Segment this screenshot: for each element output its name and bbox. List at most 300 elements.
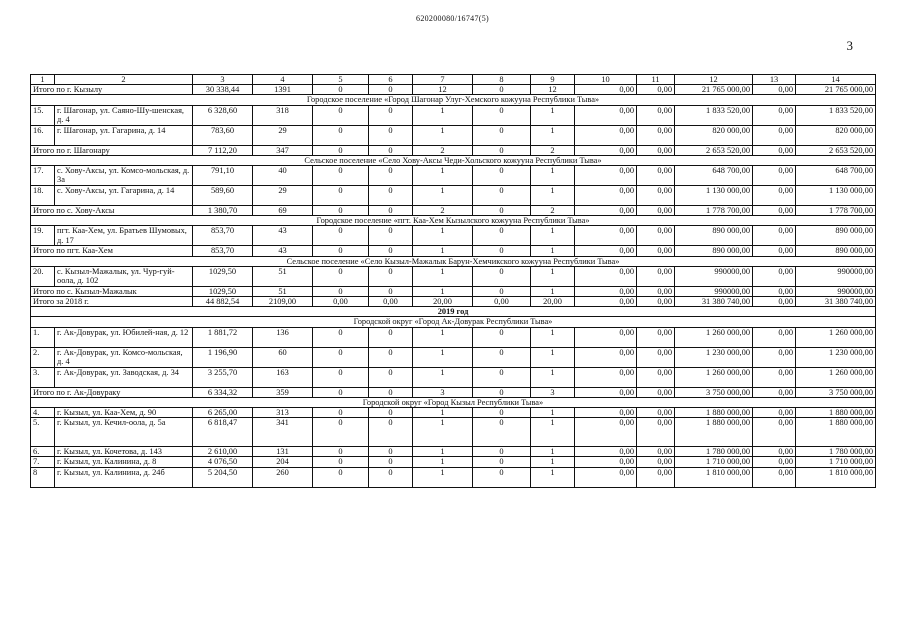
row-number: 4. — [31, 408, 55, 418]
table-cell: 0,00 — [753, 367, 796, 387]
table-cell: 1 — [413, 166, 473, 186]
table-cell: 0,00 — [753, 387, 796, 397]
table-cell: 136 — [253, 327, 313, 347]
table-cell: 3 255,70 — [193, 367, 253, 387]
table-cell: 1 880 000,00 — [675, 408, 753, 418]
table-cell: 0 — [473, 145, 531, 155]
table-cell: 1 230 000,00 — [796, 347, 876, 367]
table-cell: 359 — [253, 387, 313, 397]
table-cell: 0 — [369, 246, 413, 256]
table-cell: 2 — [531, 206, 575, 216]
table-row — [31, 467, 876, 487]
row-number: 18. — [31, 186, 55, 206]
table-cell: 0,00 — [637, 418, 675, 447]
table-cell: 990000,00 — [675, 286, 753, 296]
table-cell: 2 — [531, 145, 575, 155]
table-cell: 0,00 — [575, 457, 637, 467]
total-row — [31, 387, 876, 397]
table-cell: 12 — [531, 85, 575, 95]
table-cell: 0,00 — [753, 418, 796, 447]
table-cell: 0,00 — [637, 206, 675, 216]
table-cell: 12 — [413, 85, 473, 95]
table-cell: 0,00 — [753, 467, 796, 487]
total-label: Итого за 2018 г. — [31, 297, 193, 307]
table-cell: 0,00 — [637, 105, 675, 125]
total-row — [31, 286, 876, 296]
table-cell: 1 — [413, 367, 473, 387]
table-cell: 0 — [369, 327, 413, 347]
table-cell: 20,00 — [531, 297, 575, 307]
table-cell: 1 880 000,00 — [675, 418, 753, 447]
table-cell: 0 — [313, 166, 369, 186]
table-cell: 648 700,00 — [675, 166, 753, 186]
table-cell: 29 — [253, 186, 313, 206]
table-cell: 0 — [313, 206, 369, 216]
table-cell: 0,00 — [753, 327, 796, 347]
section-row — [31, 216, 876, 226]
table-cell: 1 — [531, 347, 575, 367]
table-cell: 21 765 000,00 — [796, 85, 876, 95]
table-cell: 1 881,72 — [193, 327, 253, 347]
table-cell: 0,00 — [575, 447, 637, 457]
table-cell: 1 230 000,00 — [675, 347, 753, 367]
address-cell: г. Кызыл, ул. Каа-Хем, д. 90 — [55, 408, 193, 418]
table-cell: 0 — [473, 125, 531, 145]
table-row — [31, 347, 876, 367]
table-cell: 6 334,32 — [193, 387, 253, 397]
table-cell: 0,00 — [753, 286, 796, 296]
table-cell: 1 — [531, 367, 575, 387]
table-cell: 1 780 000,00 — [675, 447, 753, 457]
table-cell: 0,00 — [637, 85, 675, 95]
table-cell: 0 — [473, 166, 531, 186]
table-cell: 0,00 — [753, 85, 796, 95]
table-cell: 0,00 — [473, 297, 531, 307]
table-cell: 0 — [313, 246, 369, 256]
column-header: 14 — [796, 75, 876, 85]
total-label: Итого по с. Кызыл-Мажалык — [31, 286, 193, 296]
table-cell: 0 — [313, 467, 369, 487]
table-cell: 6 818,47 — [193, 418, 253, 447]
table-cell: 1 — [413, 347, 473, 367]
table-cell: 0,00 — [637, 186, 675, 206]
table-cell: 1 810 000,00 — [796, 467, 876, 487]
column-header: 3 — [193, 75, 253, 85]
table-cell: 0 — [313, 447, 369, 457]
table-cell: 44 882,54 — [193, 297, 253, 307]
table-cell: 0,00 — [753, 226, 796, 246]
table-cell: 1391 — [253, 85, 313, 95]
table-cell: 1 — [531, 186, 575, 206]
table-cell: 1 810 000,00 — [675, 467, 753, 487]
section-heading: Городское поселение «пгт. Каа-Хем Кызылского кожууна Республики Тыва» — [31, 216, 876, 226]
year-row — [31, 307, 876, 317]
year-heading: 2019 год — [31, 307, 876, 317]
address-cell: г. Кызыл, ул. Кечил-оола, д. 5а — [55, 418, 193, 447]
table-cell: 1 130 000,00 — [675, 186, 753, 206]
table-cell: 1 130 000,00 — [796, 186, 876, 206]
table-cell: 40 — [253, 166, 313, 186]
table-cell: 0,00 — [575, 418, 637, 447]
table-cell: 29 — [253, 125, 313, 145]
table-cell: 1 260 000,00 — [675, 327, 753, 347]
table-cell: 1 833 520,00 — [796, 105, 876, 125]
table-cell: 2 653 520,00 — [796, 145, 876, 155]
table-cell: 31 380 740,00 — [796, 297, 876, 307]
table-cell: 0 — [473, 327, 531, 347]
table-cell: 0 — [313, 457, 369, 467]
table-cell: 0 — [473, 206, 531, 216]
table-cell: 1 — [531, 457, 575, 467]
table-cell: 2 653 520,00 — [675, 145, 753, 155]
section-row — [31, 317, 876, 327]
table-cell: 890 000,00 — [796, 246, 876, 256]
table-cell: 318 — [253, 105, 313, 125]
total-row — [31, 206, 876, 216]
table-cell: 0 — [473, 186, 531, 206]
table-cell: 341 — [253, 418, 313, 447]
table-cell: 51 — [253, 286, 313, 296]
table-cell: 791,10 — [193, 166, 253, 186]
table-cell: 0 — [313, 266, 369, 286]
table-cell: 0,00 — [637, 367, 675, 387]
table-cell: 0,00 — [575, 408, 637, 418]
table-cell: 0 — [369, 418, 413, 447]
table-cell: 0 — [369, 186, 413, 206]
table-cell: 890 000,00 — [796, 226, 876, 246]
table-cell: 0,00 — [637, 266, 675, 286]
table-cell: 0,00 — [637, 447, 675, 457]
table-cell: 0,00 — [575, 125, 637, 145]
total-row — [31, 246, 876, 256]
table-cell: 0,00 — [575, 85, 637, 95]
table-cell: 31 380 740,00 — [675, 297, 753, 307]
table-cell: 0,00 — [575, 387, 637, 397]
table-cell: 7 112,20 — [193, 145, 253, 155]
table-cell: 5 204,50 — [193, 467, 253, 487]
table-row — [31, 125, 876, 145]
table-cell: 820 000,00 — [675, 125, 753, 145]
document-id: 620200080/16747(5) — [416, 14, 489, 23]
total-label: Итого по г. Кызылу — [31, 85, 193, 95]
table-cell: 0 — [313, 367, 369, 387]
table-cell: 0,00 — [753, 145, 796, 155]
table-cell: 0 — [313, 85, 369, 95]
table-cell: 3 — [413, 387, 473, 397]
table-cell: 0 — [473, 266, 531, 286]
table-cell: 0 — [313, 286, 369, 296]
row-number: 7. — [31, 457, 55, 467]
table-cell: 0,00 — [575, 105, 637, 125]
table-cell: 0 — [473, 387, 531, 397]
table-cell: 0,00 — [575, 166, 637, 186]
table-cell: 0 — [369, 226, 413, 246]
table-cell: 0 — [369, 266, 413, 286]
table-cell: 0 — [313, 327, 369, 347]
table-cell: 0 — [313, 145, 369, 155]
table-cell: 2 610,00 — [193, 447, 253, 457]
row-number: 19. — [31, 226, 55, 246]
total-label: Итого по г. Ак-Довураку — [31, 387, 193, 397]
table-row — [31, 418, 876, 447]
total-row — [31, 145, 876, 155]
table-cell: 1 — [413, 447, 473, 457]
table-cell: 1 — [413, 408, 473, 418]
table-cell: 0,00 — [575, 347, 637, 367]
table-cell: 0,00 — [637, 145, 675, 155]
table-cell: 1 260 000,00 — [796, 327, 876, 347]
section-heading: Городское поселение «Город Шагонар Улуг-Хемского кожууна Республики Тыва» — [31, 95, 876, 105]
table-cell: 1 710 000,00 — [675, 457, 753, 467]
table-cell: 0,00 — [369, 297, 413, 307]
table-cell: 3 — [531, 387, 575, 397]
row-number: 5. — [31, 418, 55, 447]
table-cell: 0,00 — [753, 347, 796, 367]
table-cell: 0,00 — [575, 186, 637, 206]
table-cell: 890 000,00 — [675, 226, 753, 246]
page-number: 3 — [846, 38, 853, 53]
table-cell: 890 000,00 — [675, 246, 753, 256]
address-cell: г. Кызыл, ул. Кочетова, д. 143 — [55, 447, 193, 457]
table-cell: 1 — [531, 327, 575, 347]
table-cell: 0,00 — [637, 166, 675, 186]
table-cell: 0,00 — [637, 347, 675, 367]
table-cell: 0,00 — [753, 125, 796, 145]
table-cell: 1 — [413, 125, 473, 145]
column-header: 12 — [675, 75, 753, 85]
table-cell: 0 — [369, 206, 413, 216]
row-number: 6. — [31, 447, 55, 457]
table-cell: 0 — [473, 467, 531, 487]
table-cell: 1 — [531, 166, 575, 186]
table-cell: 1 — [413, 186, 473, 206]
table-cell: 0 — [369, 125, 413, 145]
table-cell: 0,00 — [753, 186, 796, 206]
table-cell: 1 380,70 — [193, 206, 253, 216]
table-cell: 0 — [369, 286, 413, 296]
table-cell: 1 — [413, 457, 473, 467]
table-cell: 1 — [413, 105, 473, 125]
table-cell: 990000,00 — [796, 286, 876, 296]
table-cell: 0,00 — [753, 105, 796, 125]
table-cell: 0 — [313, 408, 369, 418]
address-cell: г. Шагонар, ул. Саяно-Шу-шенская, д. 4 — [55, 105, 193, 125]
address-cell: с. Кызыл-Мажалык, ул. Чур-гуй-оола, д. 102 — [55, 266, 193, 286]
table-cell: 0,00 — [575, 246, 637, 256]
table-cell: 0,00 — [313, 297, 369, 307]
table-cell: 1 — [413, 266, 473, 286]
table-cell: 0,00 — [637, 387, 675, 397]
table-cell: 0,00 — [575, 467, 637, 487]
table-cell: 1 — [413, 246, 473, 256]
section-row — [31, 256, 876, 266]
table-cell: 853,70 — [193, 226, 253, 246]
column-header: 13 — [753, 75, 796, 85]
table-cell: 1 — [531, 125, 575, 145]
table-cell: 6 265,00 — [193, 408, 253, 418]
row-number: 8 — [31, 467, 55, 487]
table-cell: 0,00 — [753, 166, 796, 186]
table-cell: 347 — [253, 145, 313, 155]
table-cell: 0 — [369, 467, 413, 487]
table-cell: 51 — [253, 266, 313, 286]
table-cell: 0,00 — [575, 145, 637, 155]
table-cell: 783,60 — [193, 125, 253, 145]
address-cell: г. Кызыл, ул. Калинина, д. 24б — [55, 467, 193, 487]
table-cell: 0 — [473, 457, 531, 467]
table-cell: 30 338,44 — [193, 85, 253, 95]
table-row — [31, 105, 876, 125]
table-row — [31, 447, 876, 457]
table-cell: 0,00 — [637, 226, 675, 246]
column-header: 7 — [413, 75, 473, 85]
header-row — [31, 75, 876, 85]
column-header: 2 — [55, 75, 193, 85]
address-cell: с. Хову-Аксы, ул. Комсо-мольская, д. 3а — [55, 166, 193, 186]
table-cell: 1 — [413, 418, 473, 447]
column-header: 1 — [31, 75, 55, 85]
table-cell: 2 — [413, 145, 473, 155]
table-cell: 0 — [313, 418, 369, 447]
table-cell: 990000,00 — [796, 266, 876, 286]
table-cell: 69 — [253, 206, 313, 216]
table-cell: 1 — [531, 266, 575, 286]
address-cell: г. Ак-Довурак, ул. Комсо-мольская, д. 4 — [55, 347, 193, 367]
column-header: 9 — [531, 75, 575, 85]
section-heading: Сельское поселение «Село Хову-Аксы Чеди-Хольского кожууна Республики Тыва» — [31, 155, 876, 165]
table-cell: 1029,50 — [193, 266, 253, 286]
table-cell: 0 — [473, 347, 531, 367]
table-cell: 0,00 — [637, 408, 675, 418]
column-header: 8 — [473, 75, 531, 85]
table-cell: 1 880 000,00 — [796, 418, 876, 447]
table-cell: 1 780 000,00 — [796, 447, 876, 457]
address-cell: г. Шагонар, ул. Гагарина, д. 14 — [55, 125, 193, 145]
table-cell: 0 — [369, 347, 413, 367]
table-cell: 0,00 — [637, 297, 675, 307]
table-cell: 0,00 — [753, 266, 796, 286]
total-label: Итого по г. Шагонару — [31, 145, 193, 155]
address-cell: г. Ак-Довурак, ул. Заводская, д. 34 — [55, 367, 193, 387]
table-cell: 260 — [253, 467, 313, 487]
section-row — [31, 155, 876, 165]
address-cell: пгт. Каа-Хем, ул. Братьев Шумовых, д. 17 — [55, 226, 193, 246]
table-row — [31, 408, 876, 418]
table-cell: 0,00 — [637, 467, 675, 487]
table-cell: 648 700,00 — [796, 166, 876, 186]
table-cell: 990000,00 — [675, 266, 753, 286]
table-cell: 131 — [253, 447, 313, 457]
table-cell: 0 — [473, 85, 531, 95]
address-cell: г. Кызыл, ул. Калинина, д. 8 — [55, 457, 193, 467]
section-heading: Сельское поселение «Село Кызыл-Мажалык Барун-Хемчикского кожууна Республики Тыва» — [31, 256, 876, 266]
column-header: 10 — [575, 75, 637, 85]
table-cell: 0,00 — [753, 206, 796, 216]
table-cell: 1 — [531, 408, 575, 418]
column-header: 6 — [369, 75, 413, 85]
table-cell: 20,00 — [413, 297, 473, 307]
table-cell: 1 778 700,00 — [675, 206, 753, 216]
row-number: 2. — [31, 347, 55, 367]
table-cell: 3 750 000,00 — [796, 387, 876, 397]
table-cell: 1 778 700,00 — [796, 206, 876, 216]
table-cell: 0,00 — [637, 286, 675, 296]
row-number: 20. — [31, 266, 55, 286]
section-heading: Городской округ «Город Ак-Довурак Республики Тыва» — [31, 317, 876, 327]
column-header: 5 — [313, 75, 369, 85]
table-cell: 1 — [413, 286, 473, 296]
table-cell: 0 — [369, 408, 413, 418]
table-cell: 21 765 000,00 — [675, 85, 753, 95]
table-cell: 0,00 — [575, 297, 637, 307]
column-header: 4 — [253, 75, 313, 85]
table-cell: 0 — [369, 457, 413, 467]
table-cell: 0 — [369, 447, 413, 457]
table-cell: 1 — [531, 447, 575, 457]
total-row — [31, 297, 876, 307]
table-cell: 1029,50 — [193, 286, 253, 296]
table-cell: 1 — [531, 105, 575, 125]
total-row — [31, 85, 876, 95]
row-number: 17. — [31, 166, 55, 186]
table-cell: 0,00 — [753, 246, 796, 256]
table-cell: 0 — [313, 105, 369, 125]
table-cell: 0,00 — [575, 286, 637, 296]
table-cell: 589,60 — [193, 186, 253, 206]
table-cell: 0,00 — [575, 266, 637, 286]
table-cell: 1 — [413, 327, 473, 347]
table-cell: 0 — [473, 286, 531, 296]
table-cell: 60 — [253, 347, 313, 367]
total-label: Итого по пгт. Каа-Хем — [31, 246, 193, 256]
table-cell: 0 — [369, 85, 413, 95]
table-cell: 313 — [253, 408, 313, 418]
table-row — [31, 367, 876, 387]
address-cell: с. Хову-Аксы, ул. Гагарина, д. 14 — [55, 186, 193, 206]
table-cell: 0,00 — [575, 206, 637, 216]
table-cell: 0,00 — [637, 246, 675, 256]
row-number: 1. — [31, 327, 55, 347]
table-cell: 0 — [473, 226, 531, 246]
row-number: 16. — [31, 125, 55, 145]
column-header: 11 — [637, 75, 675, 85]
table-cell: 0,00 — [575, 367, 637, 387]
table-cell: 0,00 — [637, 457, 675, 467]
table-cell: 0 — [313, 387, 369, 397]
table-cell: 1 — [531, 226, 575, 246]
table-cell: 0,00 — [575, 327, 637, 347]
table-cell: 4 076,50 — [193, 457, 253, 467]
table-row — [31, 226, 876, 246]
table-cell: 1 — [413, 226, 473, 246]
table-cell: 0 — [473, 418, 531, 447]
table-cell: 1 — [531, 246, 575, 256]
table-cell: 1 — [531, 467, 575, 487]
table-cell: 0 — [369, 105, 413, 125]
table-cell: 1 880 000,00 — [796, 408, 876, 418]
table-cell: 0 — [369, 166, 413, 186]
table-body — [31, 75, 876, 488]
table-cell: 0,00 — [637, 125, 675, 145]
table-cell: 1 260 000,00 — [675, 367, 753, 387]
table-row — [31, 166, 876, 186]
table-row — [31, 327, 876, 347]
table-row — [31, 186, 876, 206]
table-cell: 0 — [313, 125, 369, 145]
section-row — [31, 95, 876, 105]
row-number: 3. — [31, 367, 55, 387]
data-table — [30, 74, 876, 488]
